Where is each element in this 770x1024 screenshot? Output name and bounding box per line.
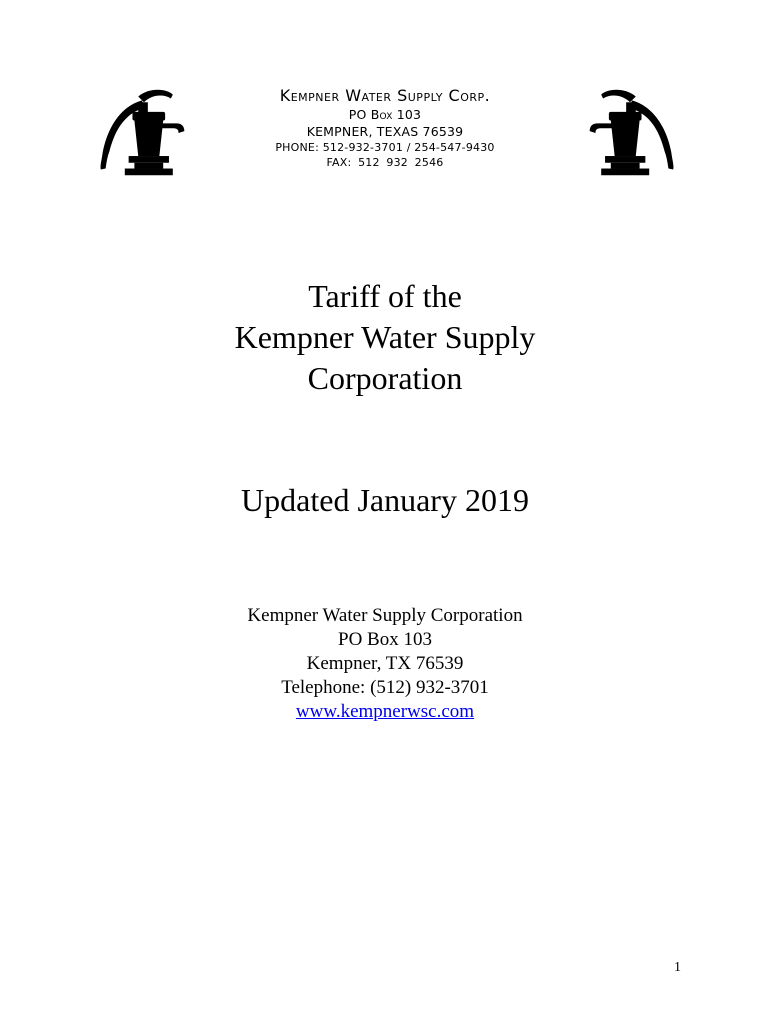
letterhead-city-state-zip: KEMPNER, TEXAS 76539 (306, 123, 464, 139)
letterhead (0, 0, 770, 200)
title-line-1: Tariff of the (308, 278, 462, 314)
address-city: Kempner, TX 76539 (306, 653, 464, 674)
address-po-box: PO Box 103 (338, 629, 432, 650)
water-pump-icon (582, 85, 678, 181)
letterhead-text (200, 88, 570, 172)
company-name: Kempner Water Supply Corp. (279, 86, 491, 105)
title-line-2: Kempner Water Supply (234, 319, 536, 355)
page-number: 1 (674, 960, 681, 975)
letterhead-fax: FAX: 512 932 2546 (326, 156, 444, 169)
letterhead-phone: PHONE: 512-932-3701 / 254-547-9430 (275, 141, 495, 154)
title-line-3: Corporation (307, 360, 463, 396)
letterhead-po-box: PO Box 103 (348, 107, 422, 122)
water-pump-icon (96, 85, 192, 181)
updated-date: Updated January 2019 (241, 482, 529, 518)
website-link[interactable]: www.kempnerwsc.com (295, 701, 475, 722)
document-title (0, 276, 770, 399)
contact-address (0, 604, 770, 724)
address-name: Kempner Water Supply Corporation (247, 605, 523, 626)
address-telephone: Telephone: (512) 932-3701 (281, 677, 489, 698)
